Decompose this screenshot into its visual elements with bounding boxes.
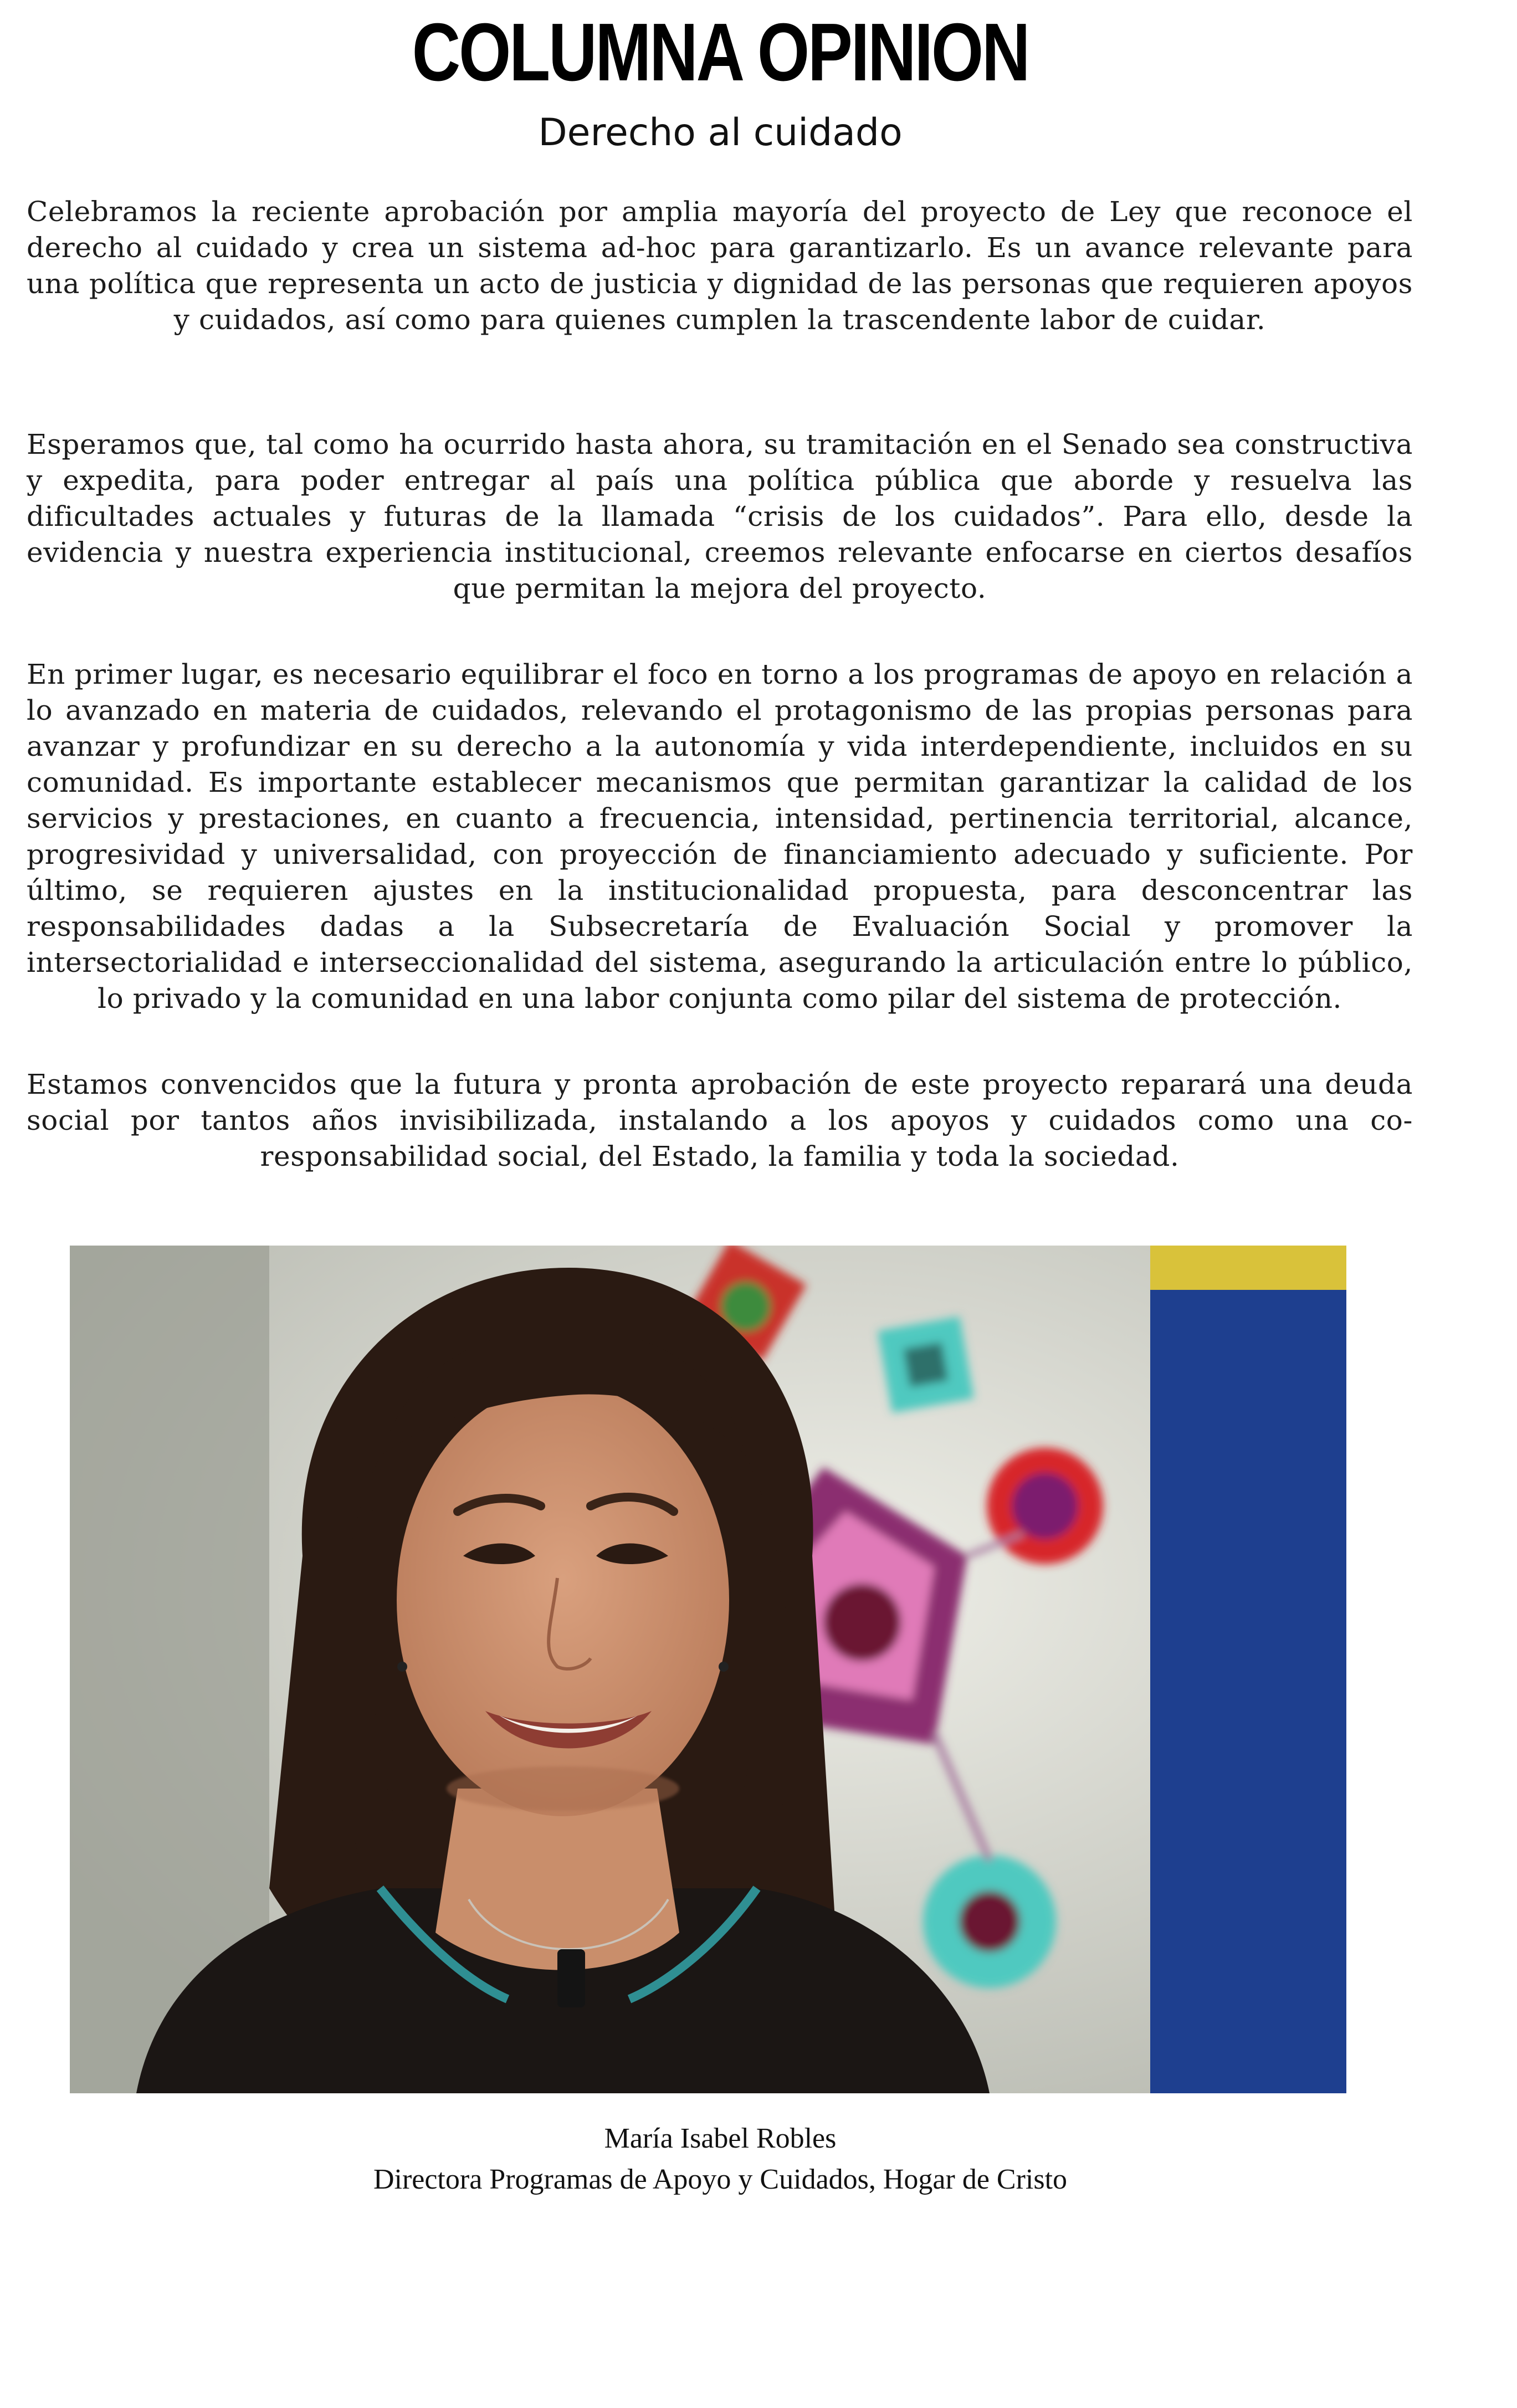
paragraph-3: En primer lugar, es necesario equilibrar el foco en torno a los programas de apoyo en relación a lo avanzado en materia de cuidados, relevando el protagonismo de las propias personas para avanzar y profundizar en su derecho a la autonomía y vida interdependiente, incluidos en su comunidad. Es importante establecer mecanismos que permitan garantizar la calidad de los servicios y prestaciones, en cuanto a frecuencia, intensidad, pertinencia territorial, alcance, progresividad y universalidad, con proyección de financiamiento adecuado y suficiente. Por último, se requieren ajustes en la institucionalidad propuesta, para desconcentrar las responsabilidades dadas a la Subsecretaría de Evaluación Social y promover la intersectorialidad e interseccionalidad del sistema, asegurando la articulación entre lo público, lo privado y la comunidad en una labor conjunta como pilar del sistema de protección. <box>27 658 1413 1015</box>
author-photo <box>70 1246 1346 2093</box>
paragraph-4: Estamos convencidos que la futura y pronta aprobación de este proyecto reparará una deuda social por tantos años invisibilizada, instalando a los apoyos y cuidados como una co-responsabilidad social, del Estado, la familia y toda la sociedad. <box>27 1068 1413 1172</box>
caption-author-role: Directora Programas de Apoyo y Cuidados, Hogar de Cristo <box>373 2164 1068 2195</box>
page-title: COLUMNA OPINION <box>412 7 1029 98</box>
article-subtitle: Derecho al cuidado <box>538 111 903 155</box>
paragraph-2: Esperamos que, tal como ha ocurrido hasta ahora, su tramitación en el Senado sea constructiva y expedita, para poder entregar al país una política pública que aborde y resuelva las dificultades actuales y futuras de la llamada “crisis de los cuidados”. Para ello, desde la evidencia y nuestra experiencia institucional, creemos relevante enfocarse en ciertos desafíos que permitan la mejora del proyecto. <box>27 428 1413 604</box>
caption-author-name: María Isabel Robles <box>604 2123 837 2154</box>
paragraph-1: Celebramos la reciente aprobación por amplia mayoría del proyecto de Ley que reconoce el derecho al cuidado y crea un sistema ad-hoc para garantizarlo. Es un avance relevante para una política que representa un acto de justicia y dignidad de las personas que requieren apoyos y cuidados, así como para quienes cumplen la trascendente labor de cuidar. <box>27 196 1413 336</box>
